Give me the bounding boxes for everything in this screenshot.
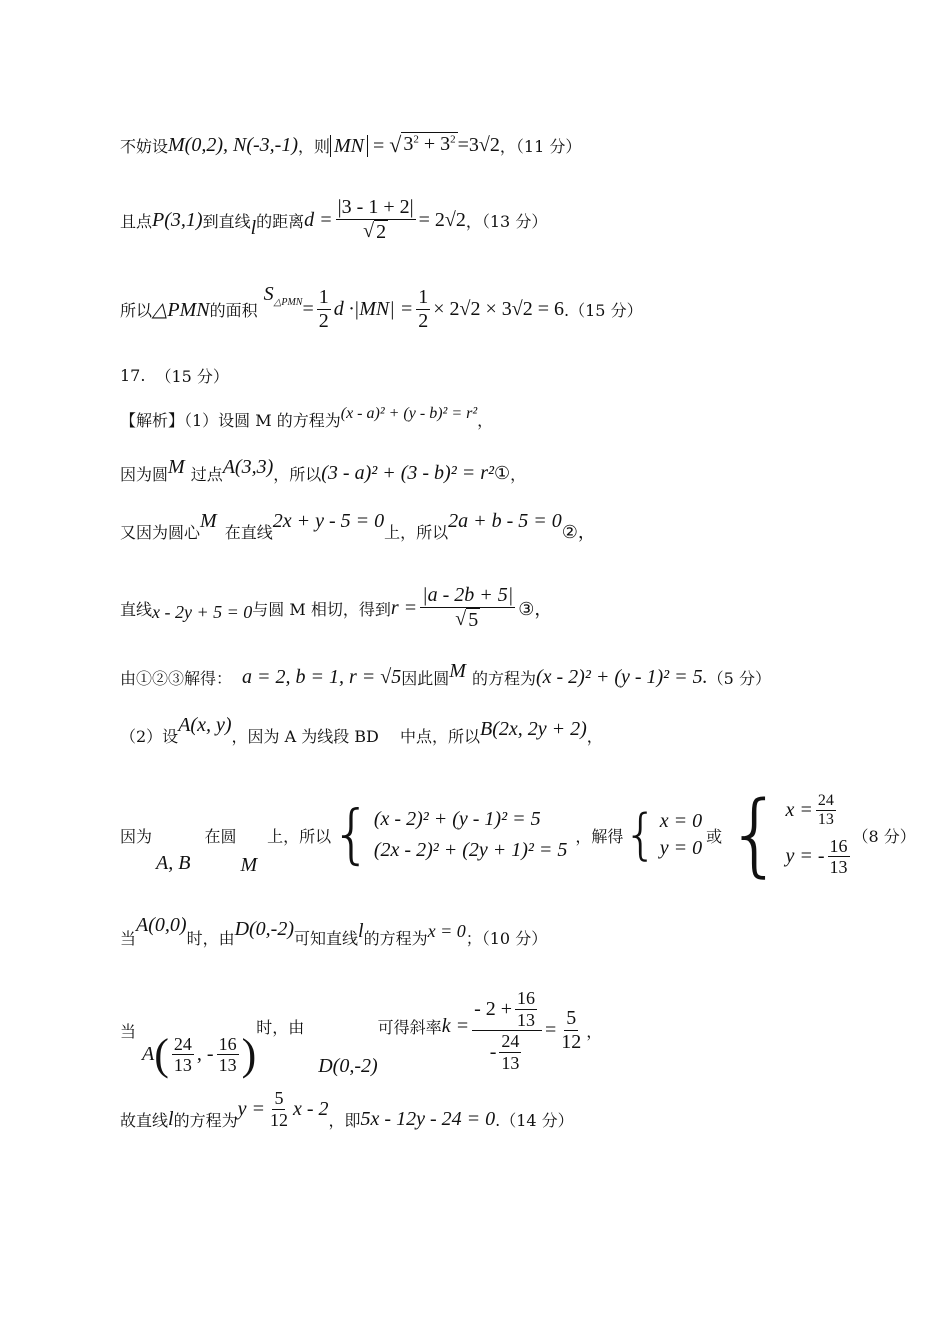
text: 可得斜率 (377, 1018, 442, 1038)
point-a: A(3,3) (222, 456, 274, 478)
points-ab: A, B (156, 851, 191, 874)
line-circle-equation (120, 404, 494, 431)
circle-m: M (449, 660, 466, 682)
text: 与圆 M 相切，得到 (252, 599, 391, 619)
line-l: l (168, 1107, 174, 1130)
text: 的面积 (209, 301, 258, 320)
solution-x-2: x = (785, 799, 813, 822)
text: ， (477, 411, 494, 430)
circled-2: ②， (561, 522, 596, 543)
score-label: ，（13 分） (465, 211, 548, 231)
text: 时，由 (186, 929, 235, 948)
y-equals: y = (237, 1097, 265, 1120)
tangent-line-equation: x - 2y + 5 = 0 (152, 601, 253, 622)
distance-d: d = (304, 208, 333, 231)
line-solution (120, 660, 771, 689)
text: 【解析】（1）设圆 M 的方程为 (120, 411, 341, 430)
score-label: （15 分） (155, 367, 229, 386)
text: 由①②③解得： (120, 669, 233, 688)
text: ，则 (297, 136, 330, 156)
circle-m: M (240, 853, 258, 876)
text: 直线 (120, 599, 153, 619)
score-label: ，（11 分） (499, 136, 582, 156)
mn-length-formula: MN = √ $3^2 + 3^2$ (330, 132, 458, 158)
text: 过点 (190, 465, 223, 484)
point-a-origin: A(0,0) (136, 914, 187, 936)
score-label: ；（10 分） (465, 929, 548, 948)
line-area (120, 283, 643, 333)
text: 因此圆 (401, 669, 450, 688)
points-mn: M(0,2), N(-3,-1) (168, 133, 298, 156)
fraction-numerator: |3 - 1 + 2| (337, 196, 414, 218)
area-formula: d ·|MN| = (333, 298, 414, 320)
circle-equation-result: (x - 2)² + (y - 1)² = 5. (535, 666, 708, 688)
text: 所以 (120, 301, 153, 320)
solution-set-1: { x = 0 y = 0 (623, 803, 703, 866)
text: ， (586, 727, 603, 746)
line-point-a (120, 456, 527, 485)
distance-fraction: |3 - 1 + 2| √ 2 (337, 196, 414, 243)
line-midpoint (120, 714, 603, 747)
line-l: l (250, 216, 257, 239)
line-final-equation (120, 1088, 574, 1140)
half-fraction: $\frac{1}{2}$ (318, 286, 329, 332)
problem-17-header (120, 364, 229, 387)
line-equation: 2x + y - 5 = 0 (272, 509, 385, 532)
score-label: .（15 分） (564, 301, 643, 320)
text: 的方程为 (363, 929, 428, 948)
circle-m: M (200, 509, 217, 532)
area-symbol: $S_{\triangle PMN}$ (263, 283, 303, 308)
score-label: （5 分） (707, 669, 771, 688)
text: 且点 (120, 211, 153, 231)
line-l: l (358, 920, 364, 942)
text: 到直线 (202, 211, 251, 231)
text: 在圆 (204, 826, 237, 846)
fraction-numerator: |a - 2b + 5| (422, 584, 514, 606)
point-a-xy: A(x, y) (178, 714, 232, 736)
text: 不妨设 (120, 136, 169, 156)
solution-set-2: { x = $\frac{24}{13}$ y = - $\frac{16}{13}$ (726, 782, 848, 887)
score-label: （8 分） (852, 826, 916, 846)
system-eq-1: (x - 2)² + (y - 1)² = 5 (373, 808, 541, 830)
line-case-2 (120, 988, 603, 1080)
text: 因为圆 (120, 465, 169, 484)
point-p: P(3,1) (152, 208, 203, 231)
solution-values: a = 2, b = 1, r = √5 (242, 666, 402, 688)
line-case-1 (120, 914, 548, 949)
equals: = (545, 1019, 557, 1042)
point-d: D(0,-2) (318, 1055, 378, 1078)
line-rest: x - 2 (292, 1097, 329, 1120)
circle-m: M (168, 456, 185, 478)
text: ， (510, 465, 527, 484)
text: 可知直线 (294, 929, 359, 948)
text: 当 (120, 1022, 137, 1042)
point-a-fraction: A ( $\frac{24}{13}$ , - $\frac{16}{13}$ ) (142, 1030, 257, 1080)
text: 上，所以 (267, 826, 332, 846)
mn-length-result: =3√2 (457, 133, 500, 156)
line-point-distance (120, 196, 547, 244)
equals: = (302, 298, 314, 320)
radius-fraction: |a - 2b + 5| √ 5 (422, 584, 514, 631)
text: ，解得 (575, 826, 624, 846)
text: 的方程为 (173, 1110, 238, 1130)
slope-fraction: - 2 + $\frac{16}{13}$ - $\frac{24}{13}$ (472, 988, 542, 1074)
text: 或 (706, 826, 723, 846)
text: 在直线 (224, 522, 273, 542)
text: ，所以 (273, 465, 322, 484)
line-mn-distance (120, 132, 581, 158)
slope-frac: $\frac{5}{12}$ (269, 1088, 288, 1130)
triangle-pmn: △PMN (152, 299, 210, 321)
circled-1: ① (494, 463, 511, 484)
equation-1: (3 - a)² + (3 - b)² = r² (321, 462, 494, 484)
text: ，因为 A 为线段 BD 中点，所以 (231, 727, 480, 746)
text: 时，由 (256, 1018, 305, 1038)
solution-y: y = 0 (659, 837, 703, 859)
text: ，即 (328, 1110, 361, 1130)
line-system (120, 782, 916, 887)
text: ， (586, 1022, 603, 1042)
system-equations: { (x - 2)² + (y - 1)² = 5 (2x - 2)² + (2y + 1)² = 5 (331, 798, 568, 872)
line-center-on-line (120, 509, 596, 544)
solution-y-2: y = - (785, 845, 825, 868)
solution-x: x = 0 (659, 810, 703, 832)
point-b: B(2x, 2y + 2) (479, 718, 587, 740)
text: 的方程为 (471, 669, 536, 688)
circle-general-equation: (x - a)² + (y - b)² = r² (340, 404, 478, 422)
line-tangent (120, 584, 552, 632)
text: 当 (120, 929, 137, 948)
half-fraction-2: $\frac{1}{2}$ (418, 286, 429, 332)
text: （2）设 (120, 727, 179, 746)
area-result: × 2√2 × 3√2 = 6 (433, 298, 565, 320)
system-eq-2: (2x - 2)² + (2y + 1)² = 5 (373, 839, 568, 861)
distance-result: = 2√2 (418, 208, 466, 231)
line-general-equation: 5x - 12y - 24 = 0 (360, 1107, 496, 1130)
line-equation-x0: x = 0 (427, 921, 466, 941)
slope-k: k = (441, 1015, 470, 1038)
circled-3: ③， (518, 599, 553, 620)
text: 上，所以 (384, 522, 449, 542)
text: 的距离 (256, 211, 305, 231)
text: 故直线 (120, 1110, 169, 1130)
equation-2: 2a + b - 5 = 0 (448, 509, 562, 532)
problem-number: 17. (120, 366, 146, 385)
radius-r: r = (390, 596, 418, 619)
score-label: .（14 分） (495, 1110, 574, 1130)
slope-result: $\frac{5}{12}$ (561, 1007, 582, 1054)
text: 因为 (120, 826, 153, 846)
point-d: D(0,-2) (234, 918, 295, 940)
text: 又因为圆心 (120, 522, 201, 542)
